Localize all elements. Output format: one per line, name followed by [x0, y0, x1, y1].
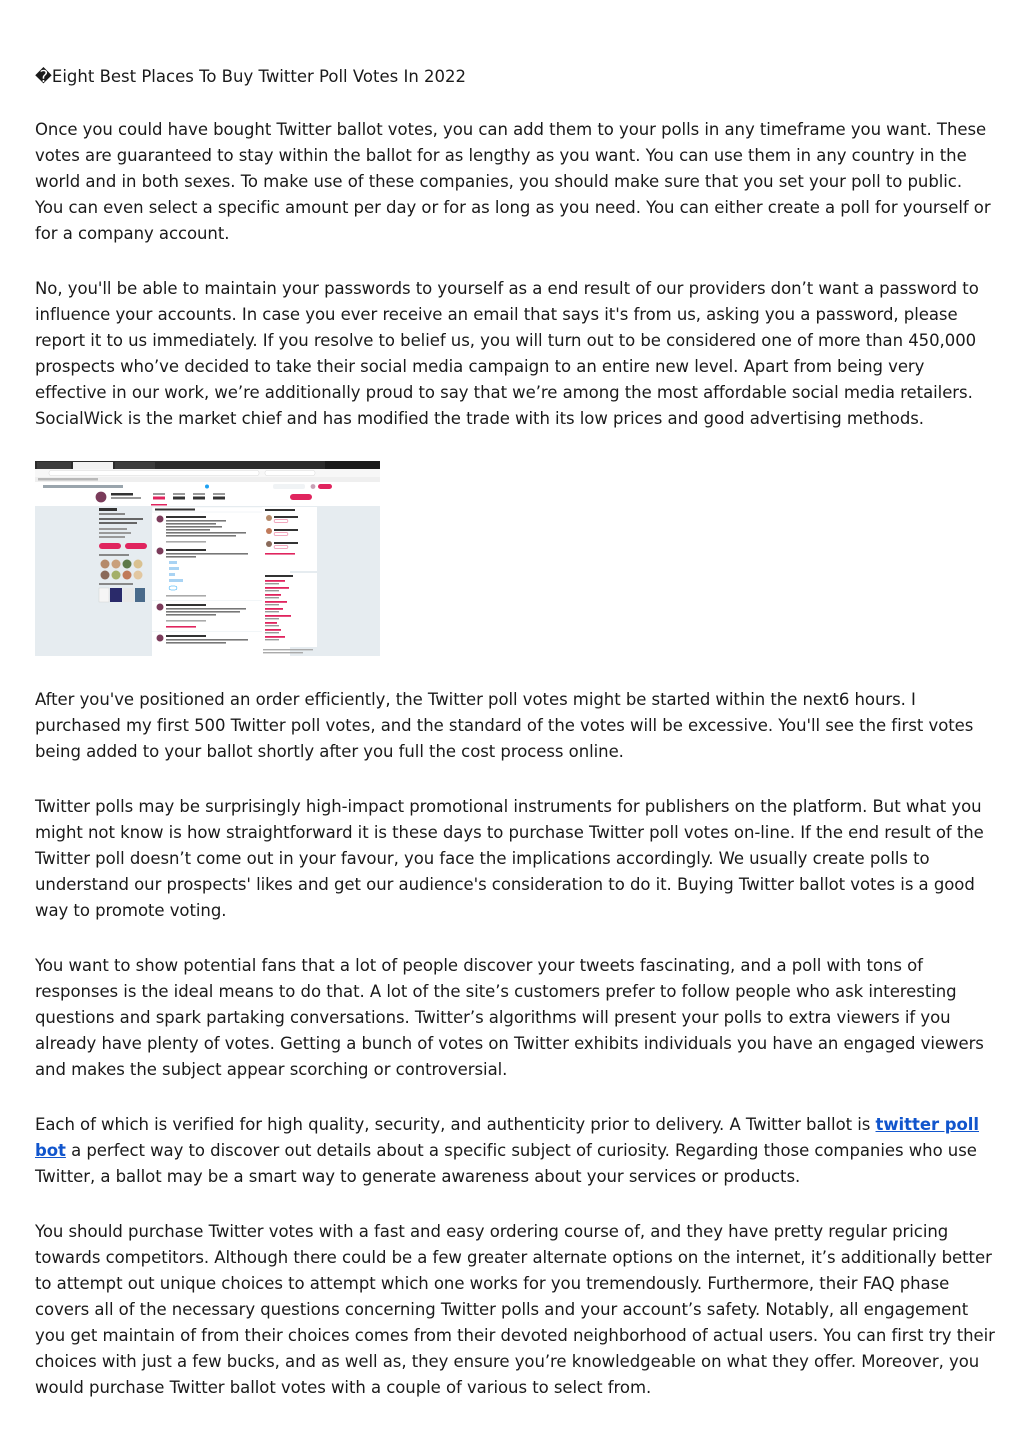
paragraph-6-end: a perfect way to discover out details about a specific subject of curiosity. Regarding those companies who use Twitter, a ballot may be a smart way to generate awareness about your services or products.: [35, 1141, 977, 1186]
paragraph-3: After you've positioned an order efficiently, the Twitter poll votes might be started within the next6 hours. I purchased my first 500 Twitter poll votes, and the standard of the votes will be excessive. You'll see the first votes being added to your ballot shortly after you full the cost process online.: [35, 690, 974, 761]
paragraph-5: You want to show potential fans that a lot of people discover your tweets fascinating, and a poll with tons of responses is the ideal means to do that. A lot of the site’s customers prefer to follow people who ask interesting questions and spark partaking conversations. Twitter’s algorithms will present your polls to extra viewers if you already have plenty of votes. Getting a bunch of votes on Twitter exhibits individuals you have an engaged viewers and makes the subject appear scorching or controversial.: [35, 956, 984, 1079]
paragraph-2: No, you'll be able to maintain your passwords to yourself as a end result of our providers don’t want a password to influence your accounts. In case you ever receive an email that says it's from us, asking you a password, please report it to us immediately. If you resolve to belief us, you will turn out to be considered one of more than 450,000 prospects who’ve decided to take their social media campaign to an entire new level. Apart from being very effective in our work, we’re additionally proud to say that we’re among the most affordable social media retailers. SocialWick is the market chief and has modified the trade with its low prices and good advertising methods.: [35, 279, 979, 428]
article-title: �Eight Best Places To Buy Twitter Poll Votes In 2022: [35, 67, 467, 86]
paragraph-6-start: Each of which is verified for high quality, security, and authenticity prior to delivery. A Twitter ballot is: [35, 1115, 876, 1134]
article: [35, 64, 995, 1430]
twitter-profile-screenshot: [35, 461, 380, 656]
paragraph-4: Twitter polls may be surprisingly high-impact promotional instruments for publishers on the platform. But what you might not know is how straightforward it is these days to purchase Twitter poll votes on-line. If the end result of the Twitter poll doesn’t come out in your favour, you face the implications accordingly. We usually create polls to understand our prospects' likes and get our audience's consideration to do it. Buying Twitter ballot votes is a good way to promote voting.: [35, 797, 984, 920]
twitter-poll-bot-link[interactable]: twitter poll bot: [35, 1115, 980, 1160]
paragraph-7: You should purchase Twitter votes with a fast and easy ordering course of, and they have pretty regular pricing towards competitors. Although there could be a few greater alternate options on the internet, it’s additionally better to attempt out unique choices to attempt which one works for you tremendously. Furthermore, their FAQ phase covers all of the necessary questions concerning Twitter polls and your account’s safety. Notably, all engagement you get maintain of from their choices comes from their devoted neighborhood of actual users. You can first try their choices with just a few bucks, and as well as, they ensure you’re knowledgeable on what they offer. Moreover, you would purchase Twitter ballot votes with a couple of various to select from.: [35, 1222, 995, 1397]
paragraph-1: Once you could have bought Twitter ballot votes, you can add them to your polls in any timeframe you want. These votes are guaranteed to stay within the ballot for as lengthy as you want. You can use them in any country in the world and in both sexes. To make use of these companies, you should make sure that you set your poll to public. You can even select a specific amount per day or for as long as you need. You can either create a poll for yourself or for a company account.: [35, 120, 991, 243]
paragraph-6: [35, 1112, 995, 1190]
